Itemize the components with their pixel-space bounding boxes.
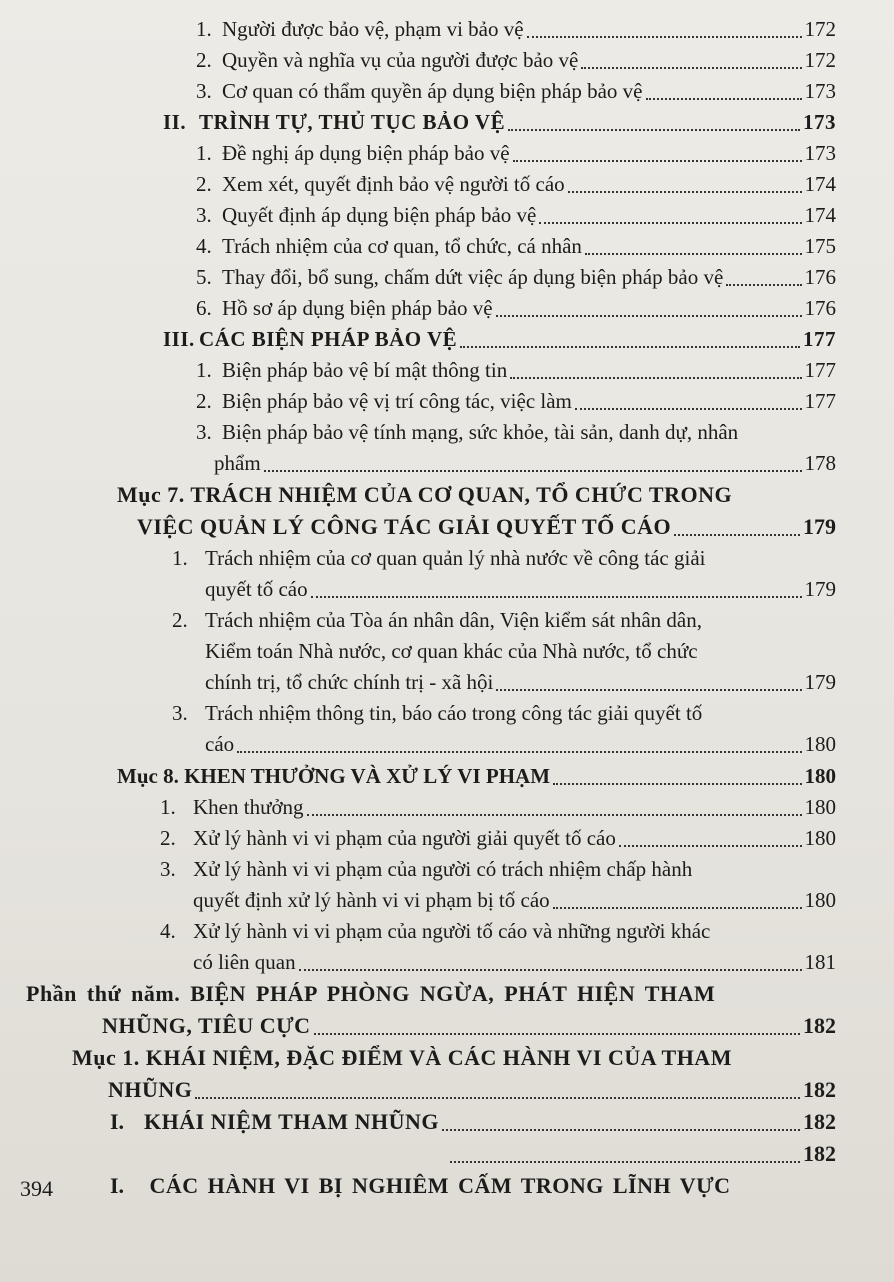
entry-page-number: 182 xyxy=(803,1141,836,1166)
entry-page-number: 176 xyxy=(804,265,836,289)
toc-entry xyxy=(0,386,894,417)
toc-entry xyxy=(0,169,894,200)
entry-number: 4. xyxy=(160,919,176,943)
entry-title: Quyết định áp dụng biện pháp bảo vệ xyxy=(222,203,537,227)
dot-leader xyxy=(527,36,802,38)
entry-number: III. xyxy=(163,327,195,351)
entry-page-number: 172 xyxy=(804,17,836,41)
dot-leader xyxy=(585,253,802,255)
dot-leader xyxy=(674,534,800,536)
entry-title-line: cáo xyxy=(205,732,235,756)
dot-leader xyxy=(299,969,802,971)
entry-title-line: Xử lý hành vi vi phạm của người có trách nhiệm chấp hành xyxy=(193,857,693,881)
entry-page-number: 175 xyxy=(804,234,836,258)
toc-entry xyxy=(0,138,894,169)
entry-page-number: 177 xyxy=(804,389,836,413)
entry-title: Biện pháp bảo vệ bí mật thông tin xyxy=(222,358,508,382)
entry-number: 1. xyxy=(196,358,212,382)
toc-entry xyxy=(0,823,894,854)
dot-leader xyxy=(568,191,802,193)
entry-title-line: Trách nhiệm của Tòa án nhân dân, Viện kiểm sát nhân dân, xyxy=(205,608,702,632)
entry-title-line-1: Biện pháp bảo vệ tính mạng, sức khỏe, tài sản, danh dự, nhân xyxy=(222,420,739,444)
entry-title-line: Khen thưởng xyxy=(193,795,304,819)
entry-number: 3. xyxy=(196,79,212,103)
entry-number: 3. xyxy=(196,420,212,444)
heading-line-2: VIỆC QUẢN LÝ CÔNG TÁC GIẢI QUYẾT TỐ CÁO xyxy=(137,514,672,539)
entry-number: II. xyxy=(163,110,187,134)
dot-leader xyxy=(575,408,802,410)
dot-leader xyxy=(237,751,801,753)
entry-page-number: 173 xyxy=(803,110,836,134)
entry-title-line: quyết tố cáo xyxy=(205,577,308,601)
entry-number: I. xyxy=(110,1109,125,1134)
dot-leader xyxy=(553,907,802,909)
entry-title: KHÁI NIỆM THAM NHŨNG xyxy=(144,1109,439,1134)
toc-entry-life-protection xyxy=(0,417,894,479)
toc-entry xyxy=(0,605,894,698)
heading-page-number: 182 xyxy=(803,1077,836,1102)
heading-line-2: NHŨNG, TIÊU CỰC xyxy=(102,1013,311,1038)
dot-leader xyxy=(442,1129,800,1131)
entry-title: Biện pháp bảo vệ vị trí công tác, việc làm xyxy=(222,389,572,413)
page-number: 394 xyxy=(20,1176,53,1201)
section-heading-muc-1 xyxy=(0,1042,894,1106)
entry-number: 2. xyxy=(172,608,188,632)
section-i-khai-niem xyxy=(0,1106,894,1138)
toc-entry xyxy=(0,262,894,293)
entry-title-line: chính trị, tổ chức chính trị - xã hội xyxy=(205,670,494,694)
toc-entry xyxy=(0,45,894,76)
entry-page-number: 178 xyxy=(804,451,836,475)
entry-page-number: 180 xyxy=(804,795,836,819)
dot-leader xyxy=(195,1097,800,1099)
section-heading-muc-7 xyxy=(0,479,894,543)
entry-page-number: 180 xyxy=(804,826,836,850)
dot-leader xyxy=(450,1161,800,1163)
dot-leader xyxy=(646,98,802,100)
heading-page-number: 179 xyxy=(803,514,836,539)
dot-leader xyxy=(513,160,802,162)
entry-title-line: Kiểm toán Nhà nước, cơ quan khác của Nhà nước, tổ chức xyxy=(205,639,698,663)
heading-page-number: 182 xyxy=(803,1013,836,1038)
toc-entry xyxy=(0,107,894,138)
entry-page-number: 182 xyxy=(803,1109,836,1134)
entry-page-number: 179 xyxy=(804,577,836,601)
dot-leader xyxy=(510,377,801,379)
dot-leader xyxy=(314,1033,800,1035)
entry-title: Cơ quan có thẩm quyền áp dụng biện pháp bảo vệ xyxy=(222,79,643,103)
toc-entry xyxy=(0,854,894,916)
entry-title: CÁC HÀNH VI BỊ NGHIÊM CẤM TRONG LĨNH VỰC xyxy=(149,1173,731,1198)
heading-line-1: Phần thứ năm. BIỆN PHÁP PHÒNG NGỪA, PHÁT HIỆN THAM xyxy=(26,981,716,1006)
heading-line-2: NHŨNG xyxy=(108,1077,193,1102)
entry-title: Đề nghị áp dụng biện pháp bảo vệ xyxy=(222,141,510,165)
entry-page-number: 172 xyxy=(804,48,836,72)
dot-leader xyxy=(496,689,801,691)
entry-title-line: có liên quan xyxy=(193,950,296,974)
section-heading-muc-8 xyxy=(0,760,894,792)
entry-number: 3. xyxy=(196,203,212,227)
dot-leader xyxy=(581,67,801,69)
entry-number: 3. xyxy=(160,857,176,881)
entry-title-line: quyết định xử lý hành vi vi phạm bị tố cáo xyxy=(193,888,550,912)
toc-entry xyxy=(0,543,894,605)
entry-title: TRÌNH TỰ, THỦ TỤC BẢO VỆ xyxy=(199,110,506,134)
entry-page-number: 181 xyxy=(804,950,836,974)
entry-number: 5. xyxy=(196,265,212,289)
entry-title: Trách nhiệm của cơ quan, tổ chức, cá nhân xyxy=(222,234,582,258)
entry-title-line: Xử lý hành vi vi phạm của người tố cáo và những người khác xyxy=(193,919,711,943)
entry-title: Người được bảo vệ, phạm vi bảo vệ xyxy=(222,17,524,41)
entry-number: 2. xyxy=(196,172,212,196)
table-of-contents xyxy=(0,14,894,1202)
dot-leader xyxy=(264,470,802,472)
entry-page-number: 179 xyxy=(804,670,836,694)
entry-page-number: 177 xyxy=(803,327,836,351)
entry-title-line: Trách nhiệm của cơ quan quản lý nhà nước về công tác giải xyxy=(205,546,706,570)
dot-leader xyxy=(619,845,802,847)
entry-number: 2. xyxy=(196,48,212,72)
entry-number: 4. xyxy=(196,234,212,258)
entry-number: I. xyxy=(110,1173,125,1198)
dot-leader xyxy=(311,596,802,598)
heading-page-number: 180 xyxy=(804,764,836,788)
entry-page-number: 174 xyxy=(804,172,836,196)
entry-number: 2. xyxy=(196,389,212,413)
toc-entry xyxy=(0,231,894,262)
entry-number: 1. xyxy=(160,795,176,819)
dot-leader xyxy=(307,814,802,816)
entry-page-number: 180 xyxy=(804,888,836,912)
entry-title-line: Trách nhiệm thông tin, báo cáo trong công tác giải quyết tố xyxy=(205,701,703,725)
dot-leader xyxy=(496,315,802,317)
entry-page-number: 180 xyxy=(804,732,836,756)
toc-entry xyxy=(0,76,894,107)
heading-line-1: Mục 1. KHÁI NIỆM, ĐẶC ĐIỂM VÀ CÁC HÀNH VI CỦA THAM xyxy=(72,1045,732,1070)
dot-leader xyxy=(553,783,801,785)
entry-number: 1. xyxy=(196,141,212,165)
dot-leader xyxy=(539,222,801,224)
toc-entry xyxy=(0,355,894,386)
entry-number: 1. xyxy=(196,17,212,41)
entry-title: Xem xét, quyết định bảo vệ người tố cáo xyxy=(222,172,565,196)
entry-title: Hồ sơ áp dụng biện pháp bảo vệ xyxy=(222,296,493,320)
entry-page-number: 174 xyxy=(804,203,836,227)
toc-entry xyxy=(0,293,894,324)
entry-title: Quyền và nghĩa vụ của người được bảo vệ xyxy=(222,48,579,72)
entry-title-line: Xử lý hành vi vi phạm của người giải quyết tố cáo xyxy=(193,826,616,850)
heading-title: Mục 8. KHEN THƯỞNG VÀ XỬ LÝ VI PHẠM xyxy=(117,764,551,788)
heading-line-1: Mục 7. TRÁCH NHIỆM CỦA CƠ QUAN, TỔ CHỨC TRONG xyxy=(117,482,733,507)
toc-entry xyxy=(0,324,894,355)
toc-entry xyxy=(0,698,894,760)
entry-page-number: 173 xyxy=(804,79,836,103)
entry-page-number: 177 xyxy=(804,358,836,382)
part-heading-phan-5 xyxy=(0,978,894,1042)
entry-number: 6. xyxy=(196,296,212,320)
toc-entry xyxy=(0,792,894,823)
toc-entry xyxy=(0,916,894,978)
toc-entry xyxy=(0,200,894,231)
entry-title: CÁC BIỆN PHÁP BẢO VỆ xyxy=(199,327,458,351)
entry-number: 3. xyxy=(172,701,188,725)
dot-leader xyxy=(508,129,800,131)
section-i-hanh-vi xyxy=(0,1138,894,1202)
entry-number: 2. xyxy=(160,826,176,850)
entry-page-number: 173 xyxy=(804,141,836,165)
entry-title-line-2: phẩm xyxy=(214,451,261,475)
dot-leader xyxy=(726,284,801,286)
entry-title: Thay đổi, bổ sung, chấm dứt việc áp dụng biện pháp bảo vệ xyxy=(222,265,724,289)
entry-number: 1. xyxy=(172,546,188,570)
entry-page-number: 176 xyxy=(804,296,836,320)
dot-leader xyxy=(460,346,800,348)
toc-entry xyxy=(0,14,894,45)
